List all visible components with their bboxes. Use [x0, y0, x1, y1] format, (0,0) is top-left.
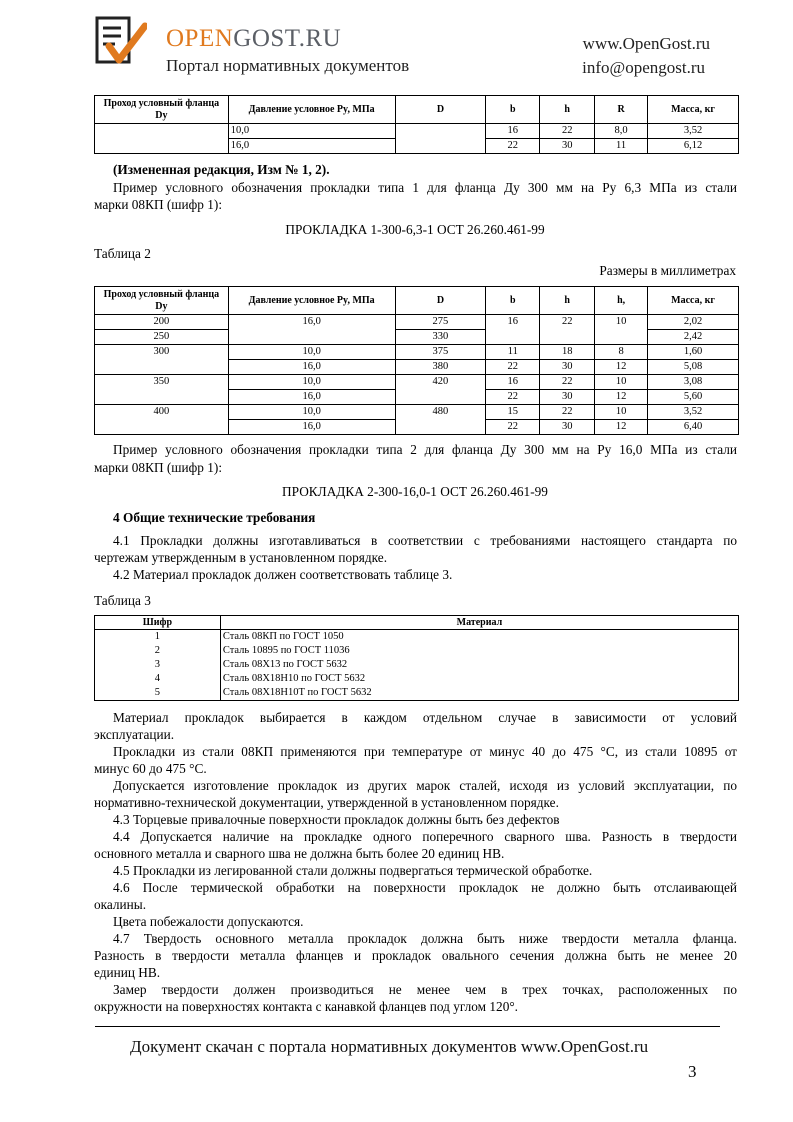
temperature-line-1: Прокладки из стали 08КП применяются при температуре от минус 40 до 475 °С, из стали 10895 от [113, 744, 737, 759]
header-cell: Материал [220, 616, 738, 630]
header-cell: h, [595, 287, 648, 315]
table-row: 400 10,0 480 15 22 10 3,52 [95, 405, 739, 420]
header-cell: h [540, 287, 595, 315]
material-line-1: Материал прокладок выбирается в каждом отдельном случае в зависимости от условий [113, 710, 737, 725]
table-row: 2 Сталь 10895 по ГОСТ 11036 [95, 644, 739, 658]
paragraph-4-7-line-3: единиц НВ. [94, 965, 161, 980]
temperature-line-2: минус 60 до 475 °С. [94, 761, 207, 776]
header-cell: Проход условный фланца Dy [95, 96, 229, 124]
table-row: 4 Сталь 08Х18Н10 по ГОСТ 5632 [95, 672, 739, 686]
contact-email[interactable]: info@opengost.ru [582, 58, 705, 77]
example-1-line-1: Пример условного обозначения прокладки типа 1 для фланца Ду 300 мм на Ру 6,3 МПа из стали [113, 180, 737, 195]
paragraph-4-6-line-2: окалины. [94, 897, 147, 912]
brand-name: OPENGOST.RU [166, 25, 342, 52]
header-cell: Давление условное Py, МПа [228, 96, 395, 124]
footer-text: Документ скачан с портала нормативных документов www.OpenGost.ru [130, 1037, 649, 1056]
measurement-line-1: Замер твердости должен производиться не менее чем в трех точках, расположенных по [113, 982, 737, 997]
paragraph-4-3: 4.3 Торцевые привалочные поверхности прокладок должны быть без дефектов [113, 812, 560, 827]
header-cell: Шифр [95, 616, 221, 630]
table-row: 10,0 16 22 8,0 3,52 [95, 124, 739, 139]
header-cell: D [395, 287, 486, 315]
table-row: 3 Сталь 08Х13 по ГОСТ 5632 [95, 658, 739, 672]
table-3 [94, 615, 739, 701]
header-cell: Масса, кг [648, 287, 739, 315]
section-4-title: 4 Общие технические требования [113, 510, 316, 525]
header-cell: D [395, 96, 486, 124]
table-row: 16,0 22 30 12 6,40 [95, 420, 739, 435]
table-row: 16,0 22 30 12 5,60 [95, 390, 739, 405]
header-cell: h [540, 96, 595, 124]
paragraph-4-5: 4.5 Прокладки из легированной стали должны подвергаться термической обработке. [113, 863, 593, 878]
example-2-line-2: марки 08КП (шифр 1): [94, 460, 223, 475]
example-1-line-2: марки 08КП (шифр 1): [94, 197, 223, 212]
header-cell: Масса, кг [648, 96, 739, 124]
paragraph-4-7-line-1: 4.7 Твердость основного металла прокладок должна быть ниже твердости металла фланца. [113, 931, 737, 946]
table-2-caption: Таблица 2 [94, 246, 151, 261]
paragraph-4-1-line-1: 4.1 Прокладки должны изготавливаться в соответствии с требованиями настоящего стандарта по [113, 533, 737, 548]
site-logo [95, 16, 147, 70]
paragraph-4-4-line-2: основного металла и сварного шва не должна быть более 20 единиц НВ. [94, 846, 505, 861]
table-3-caption: Таблица 3 [94, 593, 151, 608]
table-row: 300 10,0 375 11 18 8 1,60 [95, 345, 739, 360]
paragraph-4-7-line-2: Разность в твердости металла фланцев и прокладок овального сечения должна быть не менее 20 [94, 948, 737, 963]
table-row: 5 Сталь 08Х18Н10Т по ГОСТ 5632 [95, 686, 739, 701]
measurement-line-2: окружности на поверхностях контакта с канавкой фланцев под углом 120°. [94, 999, 518, 1014]
header-cell: Давление условное Py, МПа [228, 287, 395, 315]
allowance-line-1: Допускается изготовление прокладок из других марок сталей, исходя из условий эксплуатации, по [113, 778, 737, 793]
footer-divider [95, 1026, 720, 1027]
table-row: 250 330 2,42 [95, 330, 739, 345]
table-2 [94, 286, 739, 435]
paragraph-4-6-line-1: 4.6 После термической обработки на поверхности прокладок не должно быть отслаивающей [113, 880, 737, 895]
header-cell: b [486, 287, 540, 315]
table-row: 350 10,0 420 16 22 10 3,08 [95, 375, 739, 390]
header-cell: Проход условный фланца Dy [95, 287, 229, 315]
amendment-note: (Измененная редакция, Изм № 1, 2). [113, 162, 330, 177]
site-url[interactable]: www.OpenGost.ru [582, 34, 710, 53]
table-row: 1 Сталь 08КП по ГОСТ 1050 [95, 630, 739, 645]
table-row: 16,0 380 22 30 12 5,08 [95, 360, 739, 375]
designation-2: ПРОКЛАДКА 2-300-16,0-1 ОСТ 26.260.461-99 [282, 484, 548, 499]
portal-subtitle: Портал нормативных документов [166, 56, 410, 75]
tarnish-colors: Цвета побежалости допускаются. [113, 914, 304, 929]
page-number: 3 [688, 1062, 697, 1081]
table-1 [94, 95, 739, 154]
table-row: 200 16,0 275 16 22 10 2,02 [95, 315, 739, 330]
designation-1: ПРОКЛАДКА 1-300-6,3-1 ОСТ 26.260.461-99 [285, 222, 545, 237]
table-row: 16,0 22 30 11 6,12 [95, 139, 739, 154]
example-2-line-1: Пример условного обозначения прокладки типа 2 для фланца Ду 300 мм на Ру 16,0 МПа из стали [113, 442, 737, 457]
paragraph-4-2: 4.2 Материал прокладок должен соответствовать таблице 3. [113, 567, 453, 582]
table-2-units: Размеры в миллиметрах [599, 263, 736, 278]
header-cell: R [595, 96, 648, 124]
allowance-line-2: нормативно-технической документации, утвержденной в установленном порядке. [94, 795, 559, 810]
material-line-2: эксплуатации. [94, 727, 175, 742]
paragraph-4-4-line-1: 4.4 Допускается наличие на прокладке одного поперечного сварного шва. Разность в твердости [113, 829, 737, 844]
header-cell: b [486, 96, 540, 124]
paragraph-4-1-line-2: чертежам утвержденным в установленном порядке. [94, 550, 388, 565]
